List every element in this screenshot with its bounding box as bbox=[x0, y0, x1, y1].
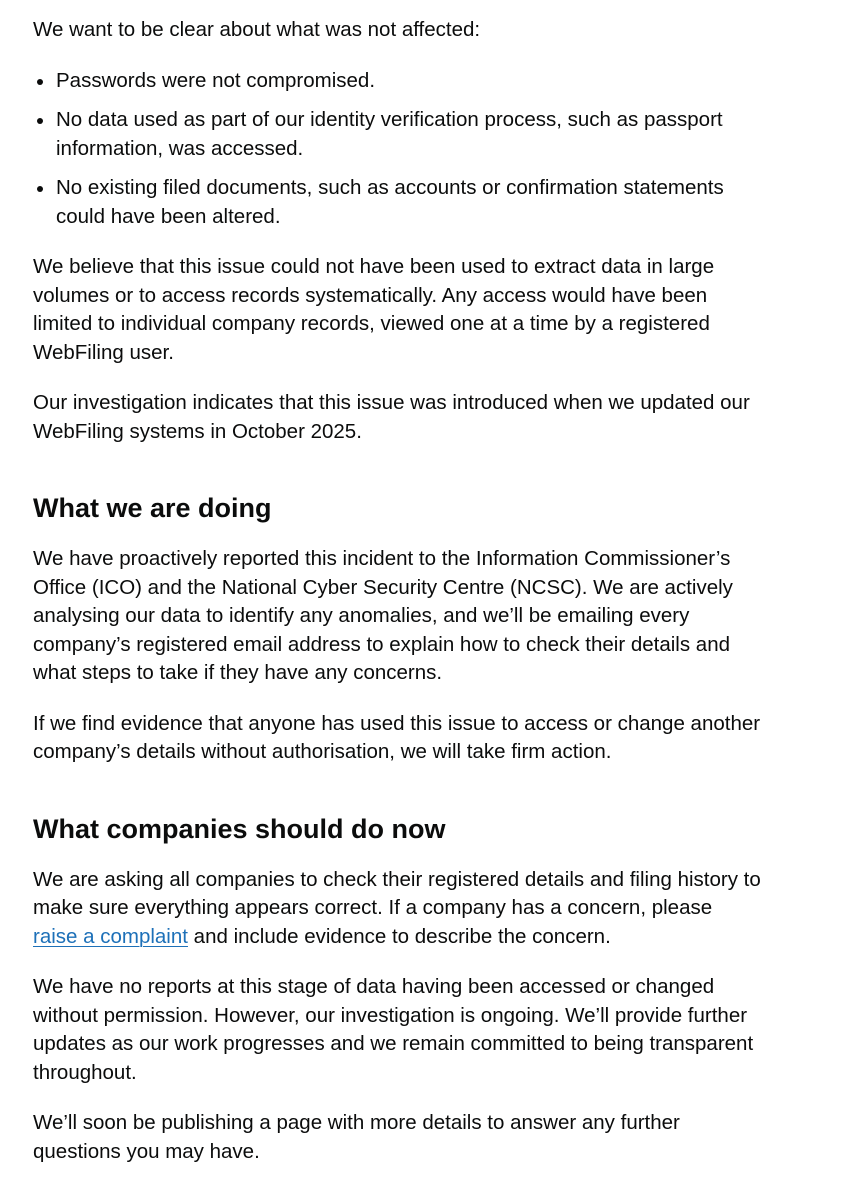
raise-complaint-link[interactable]: raise a complaint bbox=[33, 924, 188, 948]
not-affected-list bbox=[33, 67, 762, 232]
intro-paragraph: We want to be clear about what was not affected: bbox=[33, 18, 481, 41]
list-item-text: No existing filed documents, such as accounts or confirmation statements could have been altered. bbox=[56, 176, 724, 228]
section-heading-doing: What we are doing bbox=[33, 493, 272, 523]
list-item bbox=[33, 174, 762, 231]
belief-paragraph: We believe that this issue could not have been used to extract data in large volumes or to access records systematically. Any access would have been limited to individual company records, viewed one at a time by a registered WebFiling user. bbox=[33, 255, 715, 364]
bullet-icon bbox=[37, 118, 43, 124]
list-item-text: No data used as part of our identity verification process, such as passport information, was accessed. bbox=[56, 108, 723, 160]
list-item-text: Passwords were not compromised. bbox=[56, 68, 376, 92]
bullet-icon bbox=[37, 79, 43, 85]
companies-p1-text-before: We are asking all companies to check their registered details and filing history to make sure everything appears correct. If a company has a concern, please bbox=[33, 867, 761, 919]
companies-paragraph-3: We’ll soon be publishing a page with more details to answer any further questions you may have. bbox=[33, 1111, 680, 1163]
list-item bbox=[33, 67, 762, 96]
doing-paragraph-1: We have proactively reported this incident to the Information Commissioner’s Office (ICO) and the National Cyber Security Centre (NCSC). We are actively analysing our data to identify any anomalies, and we’ll be emailing every company’s registered email address to explain how to check their details and what steps to take if they have any concerns. bbox=[33, 547, 733, 684]
investigation-paragraph: Our investigation indicates that this issue was introduced when we updated our WebFiling systems in October 2025. bbox=[33, 391, 750, 443]
bullet-icon bbox=[37, 186, 43, 192]
section-heading-companies: What companies should do now bbox=[33, 813, 446, 844]
doing-paragraph-2: If we find evidence that anyone has used this issue to access or change another company’s details without authorisation, we will take firm action. bbox=[33, 711, 761, 763]
companies-paragraph-2: We have no reports at this stage of data having been accessed or changed without permission. However, our investigation is ongoing. We’ll provide further updates as our work progresses and we remain committed to being transparent throughout. bbox=[33, 975, 754, 1084]
companies-paragraph-1 bbox=[33, 866, 762, 952]
companies-p1-text-after: and include evidence to describe the concern. bbox=[187, 924, 611, 948]
list-item bbox=[33, 106, 762, 163]
